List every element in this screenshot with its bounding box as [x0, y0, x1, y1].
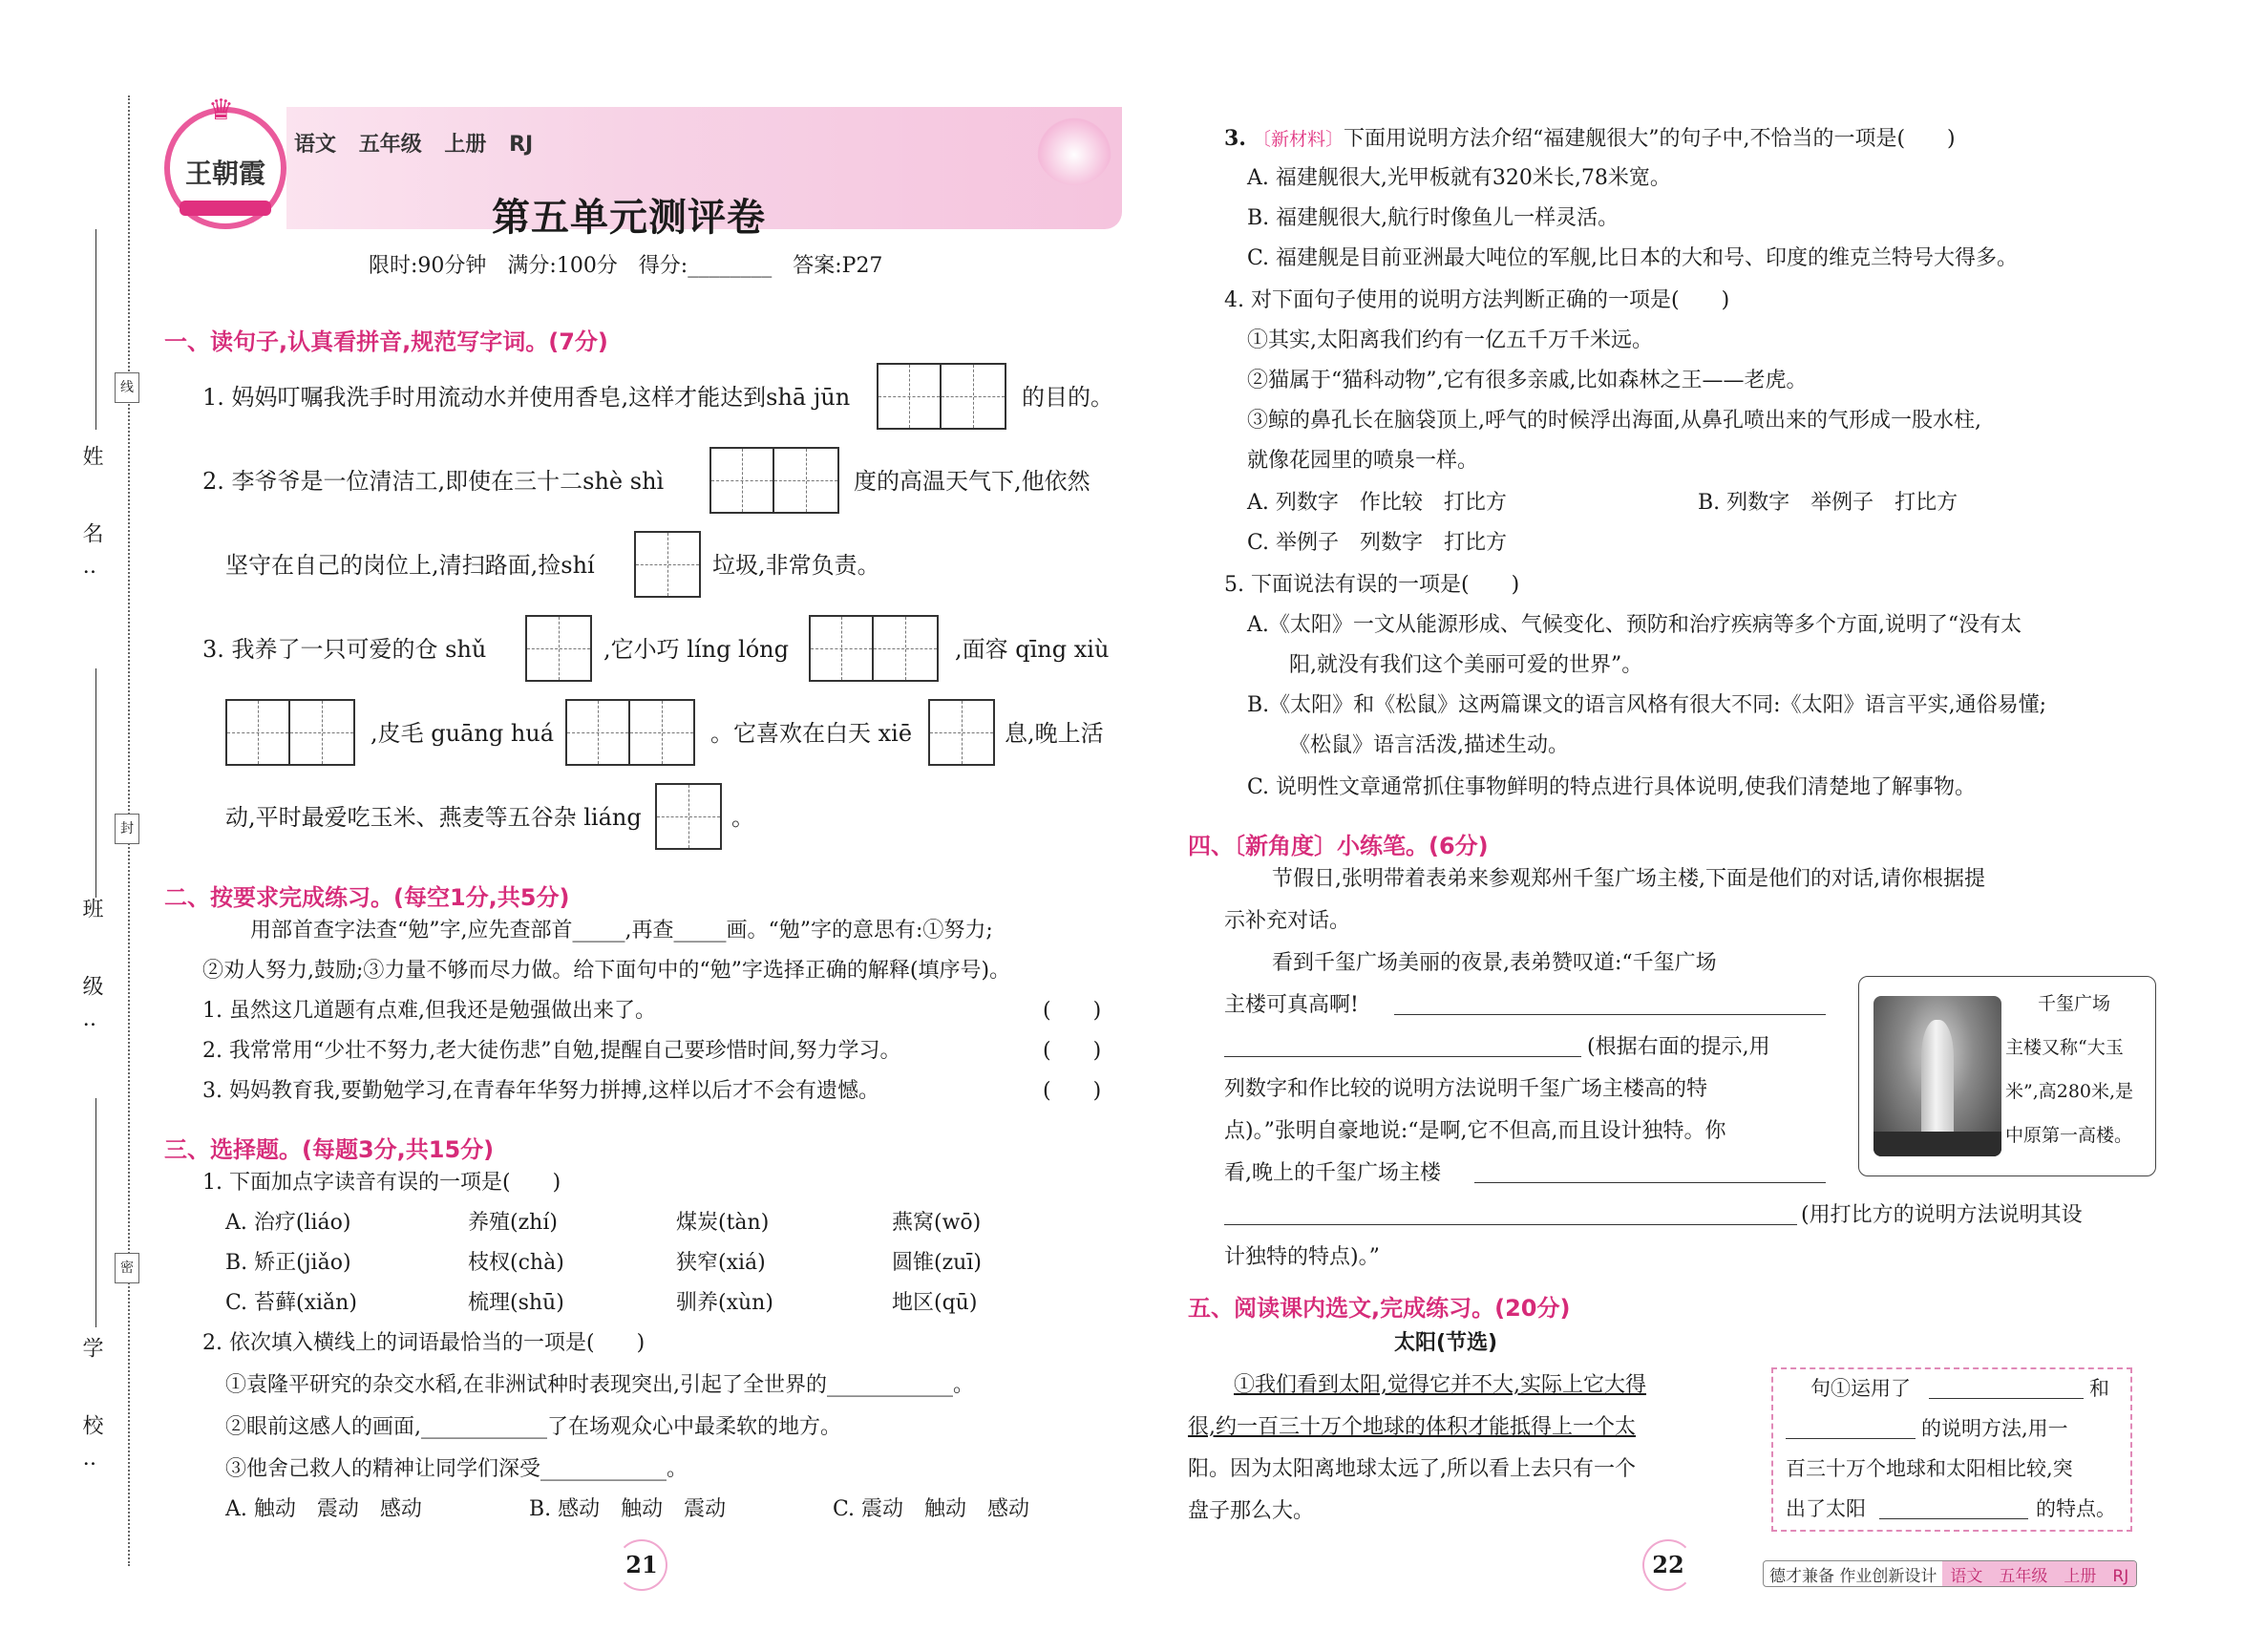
s3-q5-option-a[interactable]: A.《太阳》一文从能源形成、气候变化、预防和治疗疾病等多个方面,说明了“没有太: [1247, 613, 2022, 637]
s3-q4-option-a[interactable]: A. 列数字 作比较 打比方: [1247, 491, 1507, 515]
passage-line-3: 阳。因为太阳离地球太远了,所以看上去只有一个: [1188, 1457, 1636, 1481]
passage-line-2: 很,约一百三十万个地球的体积才能抵得上一个太: [1188, 1415, 1636, 1439]
s4-line-10: 计独特的特点)。”: [1224, 1245, 1380, 1269]
section-3-heading: 三、选择题。(每题3分,共15分): [164, 1136, 495, 1163]
meta-subject: 语文: [294, 133, 337, 157]
s1-q2-text-end: 度的高温天气下,他依然: [854, 468, 1090, 495]
s3-q2-line-1: ①袁隆平研究的杂交水稻,在非洲试种时表现突出,引起了全世界的____________。: [225, 1373, 974, 1397]
s3-q4-option-b[interactable]: B. 列数字 举例子 打比方: [1698, 491, 1958, 515]
s2-intro-1: 用部首查字法查“勉”字,应先查部首_____,再查_____画。“勉”字的意思有:①努力;: [250, 919, 993, 942]
s2-intro-2: ②劝人努力,鼓励;③力量不够而尽力做。给下面句中的“勉”字选择正确的解释(填序号)。: [202, 959, 1011, 983]
s4-answer-blank-3[interactable]: [1474, 1163, 1826, 1183]
page-number-left: 21: [616, 1539, 667, 1591]
s3-q1-option-b3: 狭窄(xiá): [676, 1251, 766, 1275]
s1-q2-text: 2. 李爷爷是一位清洁工,即使在三十二shè shì: [202, 468, 665, 495]
logo-badge: [164, 94, 286, 229]
class-field-line[interactable]: [95, 668, 96, 898]
s3-q4-option-c[interactable]: C. 举例子 列数字 打比方: [1247, 531, 1508, 555]
banner-wave-decoration: [1036, 109, 1112, 185]
s3-q1-option-c2: 梳理(shū): [468, 1291, 564, 1315]
hint-text-1: 句①运用了: [1810, 1377, 1911, 1400]
s3-q3-option-b[interactable]: B. 福建舰很大,航行时像鱼儿一样灵活。: [1247, 206, 1619, 230]
section-5-heading: 五、阅读课内选文,完成练习。(20分): [1188, 1295, 1571, 1322]
class-label: 班 级:: [79, 898, 103, 1053]
page-number-right: 22: [1642, 1539, 1694, 1591]
s1-q3-text-a: 3. 我养了一只可爱的仓 shǔ: [202, 636, 487, 663]
hint-blank-1[interactable]: [1929, 1379, 2084, 1399]
s3-q1-option-a2: 养殖(zhí): [468, 1211, 558, 1235]
s1-q1-text: 1. 妈妈叮嘱我洗手时用流动水并使用香皂,这样才能达到shā jūn: [202, 384, 851, 411]
tower-shape: [1921, 1020, 1954, 1144]
header-meta: [294, 128, 533, 158]
s2-item-1: 1. 虽然这几道题有点难,但我还是勉强做出来了。: [202, 999, 656, 1023]
s1-q3-grid-f[interactable]: [655, 783, 722, 850]
s3-q5-option-c[interactable]: C. 说明性文章通常抓住事物鲜明的特点进行具体说明,使我们清楚地了解事物。: [1247, 775, 1977, 799]
fold-mark-seal: 封: [115, 814, 139, 844]
s3-q1-option-b4: 圆锥(zuī): [892, 1251, 982, 1275]
fold-mark-line: 线: [115, 372, 139, 403]
s1-q2b-grid[interactable]: [634, 531, 701, 598]
s3-q5-option-b-cont: 《松鼠》语言活泼,描述生动。: [1289, 733, 1569, 757]
s2-item-3-answer[interactable]: ( ): [1043, 1079, 1102, 1103]
footer-brand-meta: 语文 五年级 上册 RJ: [1942, 1561, 2136, 1586]
s3-q1: 1. 下面加点字读音有误的一项是( ): [202, 1171, 561, 1195]
passage-title: 太阳(节选): [1394, 1331, 1498, 1355]
s1-q3-text-d: ,皮毛 guāng huá: [370, 720, 555, 747]
logo-text: 王朝霞: [184, 158, 265, 189]
school-field-line[interactable]: [95, 1098, 96, 1327]
s3-q5: 5. 下面说法有误的一项是( ): [1224, 573, 1520, 597]
s3-q4-line-4: 就像花园里的喷泉一样。: [1247, 449, 1479, 473]
s1-q3-grid-b[interactable]: [809, 615, 939, 682]
hint-text-5: 出了太阳: [1786, 1497, 1866, 1520]
s3-q5-option-a-cont: 阳,就没有我们这个美丽可爱的世界”。: [1289, 653, 1643, 677]
s4-line-5: (根据右面的提示,用: [1587, 1035, 1770, 1059]
s3-q1-option-b2: 枝杈(chà): [468, 1251, 564, 1275]
s3-q1-option-c3: 驯养(xùn): [676, 1291, 773, 1315]
section-4-heading: 四、〔新角度〕小练笔。(6分): [1188, 833, 1489, 859]
s1-q2-grid[interactable]: [709, 447, 839, 514]
s3-q3: 3. 〔新材料〕下面用说明方法介绍“福建舰很大”的句子中,不恰当的一项是( ): [1224, 126, 1956, 151]
hint-blank-3[interactable]: [1879, 1499, 2028, 1519]
s1-q2b-text-end: 垃圾,非常负责。: [712, 552, 880, 579]
passage-line-4: 盘子那么大。: [1188, 1499, 1315, 1523]
s1-q3-grid-c[interactable]: [225, 699, 355, 766]
s2-item-3: 3. 妈妈教育我,要勤勉学习,在青春年华努力拼搏,这样以后才不会有遗憾。: [202, 1079, 879, 1103]
img-caption-2: 主楼又称“大玉: [2005, 1037, 2124, 1058]
s3-q1-option-c4: 地区(qū): [892, 1291, 978, 1315]
img-caption-4: 中原第一高楼。: [2005, 1125, 2133, 1146]
school-label: 学 校:: [79, 1337, 103, 1493]
s3-q3-option-c[interactable]: C. 福建舰是目前亚洲最大吨位的军舰,比日本的大和号、印度的维克兰特号大得多。: [1247, 246, 2019, 270]
s3-q3-tag: 〔新材料〕: [1252, 129, 1344, 150]
img-caption-1: 千玺广场: [2038, 993, 2111, 1014]
meta-grade: 五年级: [358, 133, 422, 157]
s4-line-1: 节假日,张明带着表弟来参观郑州千玺广场主楼,下面是他们的对话,请你根据提: [1272, 867, 1985, 891]
s2-item-1-answer[interactable]: ( ): [1043, 999, 1102, 1023]
logo-ribbon: [180, 201, 271, 216]
s3-q1-option-a3: 煤炭(tàn): [676, 1211, 770, 1235]
s3-q5-option-b[interactable]: B.《太阳》和《松鼠》这两篇课文的语言风格有很大不同:《太阳》语言平实,通俗易懂;: [1247, 693, 2046, 717]
hint-text-6: 的特点。: [2036, 1497, 2116, 1520]
page-title: 第五单元测评卷: [492, 196, 766, 240]
s1-q1-text-end: 的目的。: [1022, 384, 1113, 411]
s1-q3-text-f: 息,晚上活: [1005, 720, 1104, 747]
s4-line-7: 点)。”张明自豪地说:“是啊,它不但高,而且设计独特。你: [1224, 1119, 1726, 1143]
meta-edition: RJ: [509, 133, 534, 157]
s1-q2b-text: 坚守在自己的岗位上,清扫路面,捡shí: [225, 552, 595, 579]
s1-q3-text-g: 动,平时最爱吃玉米、燕麦等五谷杂 liáng: [225, 804, 642, 831]
s4-line-3: 看到千玺广场美丽的夜景,表弟赞叹道:“千玺广场: [1272, 951, 1717, 975]
name-label: 姓 名:: [79, 445, 103, 601]
fold-mark-secret: 密: [115, 1253, 139, 1283]
s3-q3-option-a[interactable]: A. 福建舰很大,光甲板就有320米长,78米宽。: [1247, 166, 1671, 190]
s4-line-4: 主楼可真高啊!: [1224, 993, 1359, 1017]
footer-brand: [1763, 1560, 2137, 1587]
footer-brand-name: 德才兼备 作业创新设计: [1769, 1566, 1937, 1586]
s3-q2-option-b[interactable]: B. 感动 触动 震动: [529, 1497, 727, 1521]
s3-q4-line-2: ②猫属于“猫科动物”,它有很多亲戚,比如森林之王——老虎。: [1247, 369, 1808, 392]
name-field-line[interactable]: [95, 229, 96, 430]
exam-info: 限时:90分钟 满分:100分 得分:________ 答案:P27: [369, 254, 883, 278]
meta-volume: 上册: [444, 133, 487, 157]
s1-q3-text-e: 。它喜欢在白天 xiē: [710, 720, 913, 747]
s3-q4: 4. 对下面句子使用的说明方法判断正确的一项是( ): [1224, 288, 1730, 312]
s3-q4-line-1: ①其实,太阳离我们约有一亿五千万千米远。: [1247, 328, 1653, 352]
s2-item-2: 2. 我常常用“少壮不努力,老大徒伤悲”自勉,提醒自己要珍惜时间,努力学习。: [202, 1039, 901, 1063]
s1-q3-text-c: ,面容 qīng xiù: [955, 636, 1110, 663]
hint-blank-2[interactable]: [1786, 1419, 1916, 1439]
hint-text-3: 的说明方法,用一: [1921, 1417, 2068, 1440]
logo-crown-icon: ♛: [208, 94, 234, 127]
hint-text-2: 和: [2089, 1377, 2109, 1400]
s1-q3-grid-e[interactable]: [928, 699, 995, 766]
s1-q3-grid-a[interactable]: [525, 615, 592, 682]
s3-q1-option-b1[interactable]: B. 矫正(jiǎo): [225, 1251, 351, 1275]
s4-line-2: 示补充对话。: [1224, 909, 1351, 933]
s1-q3-text-h: 。: [731, 804, 754, 831]
s1-q1-grid[interactable]: [877, 363, 1006, 430]
s3-q2-line-2: ②眼前这感人的画面,____________了在场观众心中最柔软的地方。: [225, 1415, 841, 1439]
s1-q3-text-b: ,它小巧 líng lóng: [603, 636, 790, 663]
s1-q3-grid-d[interactable]: [565, 699, 695, 766]
s4-line-8: 看,晚上的千玺广场主楼: [1224, 1161, 1441, 1185]
city-lights-ground: [1874, 1132, 2001, 1156]
s3-q1-option-a4: 燕窝(wō): [892, 1211, 982, 1235]
building-photo: [1874, 996, 2001, 1156]
s4-line-6: 列数字和作比较的说明方法说明千玺广场主楼高的特: [1224, 1077, 1708, 1101]
hint-text-4: 百三十万个地球和太阳相比较,突: [1786, 1457, 2073, 1480]
img-caption-3: 米”,高280米,是: [2005, 1081, 2134, 1102]
s3-q4-line-3: ③鲸的鼻孔长在脑袋顶上,呼气的时候浮出海面,从鼻孔喷出来的气形成一股水柱,: [1247, 409, 1981, 433]
s3-q1-option-a1[interactable]: A. 治疗(liáo): [225, 1211, 351, 1235]
s3-q2-line-3: ③他舍己救人的精神让同学们深受____________。: [225, 1457, 688, 1481]
s4-answer-blank-1[interactable]: [1394, 995, 1826, 1015]
s4-answer-blank-2[interactable]: [1224, 1037, 1581, 1057]
s4-answer-blank-4[interactable]: [1224, 1205, 1797, 1225]
section-1-heading: 一、读句子,认真看拼音,规范写字词。(7分): [164, 328, 608, 355]
s2-item-2-answer[interactable]: ( ): [1043, 1039, 1102, 1063]
s4-line-9: (用打比方的说明方法说明其设: [1801, 1203, 2083, 1227]
s3-q3-text: 下面用说明方法介绍“福建舰很大”的句子中,不恰当的一项是( ): [1343, 127, 1956, 151]
section-2-heading: 二、按要求完成练习。(每空1分,共5分): [164, 884, 570, 911]
s3-q2: 2. 依次填入横线上的词语最恰当的一项是( ): [202, 1331, 646, 1355]
s3-q2-option-c[interactable]: C. 震动 触动 感动: [833, 1497, 1030, 1521]
s3-q1-option-c1[interactable]: C. 苔藓(xiǎn): [225, 1291, 357, 1315]
s3-q2-option-a[interactable]: A. 触动 震动 感动: [225, 1497, 422, 1521]
passage-line-1: ①我们看到太阳,觉得它并不大,实际上它大得: [1234, 1373, 1646, 1397]
